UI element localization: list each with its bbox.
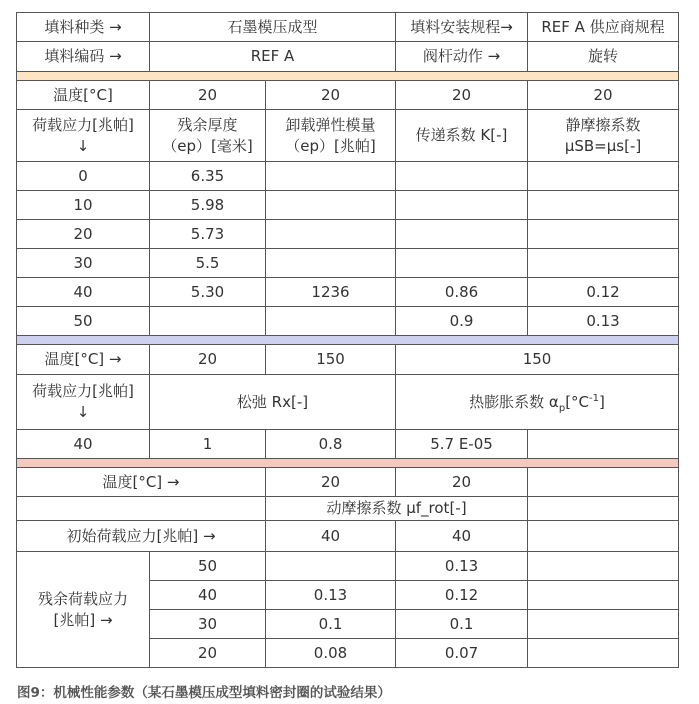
temp-label: 温度[°C] → (17, 468, 266, 497)
empty-cell (528, 639, 679, 668)
thickness-header-line2: （ep）[毫米] (162, 136, 253, 155)
separator-cell (17, 336, 679, 345)
separator-pink (17, 459, 679, 468)
friction-cell: 0.1 (396, 610, 528, 639)
empty-cell (528, 497, 679, 521)
figure-caption: 图9：机械性能参数（某石墨模压成型填料密封圈的试验结果） (17, 685, 391, 701)
modulus-cell (266, 220, 396, 249)
temp-label: 温度[°C] (17, 81, 150, 110)
table-row (17, 191, 679, 220)
residual-label-line1: 残余荷载应力 (37, 589, 128, 608)
dynamic-friction-header: 动摩擦系数 μf_rot[-] (266, 497, 528, 521)
expansion-header (396, 375, 679, 430)
mu-header (528, 110, 679, 162)
modulus-cell (266, 307, 396, 336)
table-row (17, 307, 679, 336)
friction-cell: 0.12 (396, 581, 528, 610)
header-cell: 旋转 (528, 42, 679, 72)
friction-cell: 0.1 (266, 610, 396, 639)
mu-header-line1: 静摩擦系数 (565, 115, 641, 134)
modulus-header-line1: 卸载弹性模量 (285, 115, 376, 134)
header-cell: 填料编码 → (17, 42, 150, 72)
mu-cell (528, 162, 679, 191)
k-header: 传递系数 K[-] (396, 110, 528, 162)
s1-temp-row (17, 81, 679, 110)
temp-value: 20 (266, 468, 396, 497)
thickness-header-line1: 残余厚度 (177, 115, 238, 134)
empty-cell (17, 497, 266, 521)
header-cell: 阀杆动作 → (396, 42, 528, 72)
load-header-text: 荷载应力[兆帕] (32, 115, 134, 134)
initial-load-value: 40 (266, 521, 396, 552)
empty-cell (528, 610, 679, 639)
mu-header-line2: μSB=μs[-] (564, 136, 642, 155)
temp-value: 20 (528, 81, 679, 110)
mu-cell (528, 191, 679, 220)
table-row (17, 430, 679, 459)
friction-cell: 0.13 (266, 581, 396, 610)
mu-cell (528, 220, 679, 249)
mechanical-parameters-table (16, 12, 679, 668)
separator-orange (17, 72, 679, 81)
temp-label: 温度[°C] → (17, 345, 150, 375)
relaxation-cell: 1 (150, 430, 266, 459)
thickness-header (150, 110, 266, 162)
header-cell: 填料种类 → (17, 13, 150, 42)
table-row (17, 220, 679, 249)
k-cell (396, 249, 528, 278)
friction-cell: 0.08 (266, 639, 396, 668)
load-cell: 50 (150, 552, 266, 581)
temp-value: 150 (396, 345, 679, 375)
load-header-text: 荷载应力[兆帕] (32, 382, 134, 400)
load-cell: 30 (150, 610, 266, 639)
temp-value: 20 (396, 468, 528, 497)
initial-load-value: 40 (396, 521, 528, 552)
expansion-cell-empty (528, 430, 679, 459)
thickness-cell (150, 307, 266, 336)
expansion-unit: [°C (565, 392, 590, 411)
modulus-header-line2: （ep）[兆帕] (285, 136, 376, 155)
empty-cell (528, 468, 679, 497)
header-cell: REF A 供应商规程 (528, 13, 679, 42)
k-cell: 0.9 (396, 307, 528, 336)
expansion-unit-close: ] (599, 392, 605, 411)
s3-temp-row (17, 468, 679, 497)
modulus-cell (266, 191, 396, 220)
empty-cell (528, 581, 679, 610)
initial-load-label: 初始荷载应力[兆帕] → (17, 521, 266, 552)
thickness-cell: 5.30 (150, 278, 266, 307)
k-cell (396, 191, 528, 220)
mu-cell (528, 249, 679, 278)
load-cell: 20 (17, 220, 150, 249)
relaxation-header: 松弛 Rx[-] (150, 375, 396, 430)
expansion-superscript: -1 (589, 392, 599, 404)
temp-value: 20 (150, 345, 266, 375)
s3-initial-row (17, 521, 679, 552)
table-row (17, 552, 679, 581)
thickness-cell: 6.35 (150, 162, 266, 191)
header-row-1 (17, 13, 679, 42)
table-row (17, 278, 679, 307)
thickness-cell: 5.5 (150, 249, 266, 278)
down-arrow: ↓ (76, 136, 90, 155)
header-row-2 (17, 42, 679, 72)
separator-cell (17, 72, 679, 81)
load-cell: 30 (17, 249, 150, 278)
thickness-cell: 5.98 (150, 191, 266, 220)
load-cell: 20 (150, 639, 266, 668)
modulus-cell: 1236 (266, 278, 396, 307)
s1-column-header-row (17, 110, 679, 162)
temp-value: 20 (396, 81, 528, 110)
friction-cell: 0.13 (396, 552, 528, 581)
load-header (17, 110, 150, 162)
modulus-cell (266, 162, 396, 191)
residual-label-line2: [兆帕] → (53, 610, 113, 629)
friction-cell (266, 552, 396, 581)
header-cell: 填料安装规程→ (396, 13, 528, 42)
modulus-cell (266, 249, 396, 278)
k-cell (396, 162, 528, 191)
header-cell: 石墨模压成型 (150, 13, 396, 42)
mu-cell: 0.12 (528, 278, 679, 307)
expansion-subscript: p (558, 402, 566, 414)
separator-blue (17, 336, 679, 345)
load-header (17, 375, 150, 430)
load-cell: 50 (17, 307, 150, 336)
down-arrow: ↓ (76, 403, 90, 421)
header-cell: REF A (150, 42, 396, 72)
k-cell (396, 220, 528, 249)
load-cell: 10 (17, 191, 150, 220)
load-cell: 40 (17, 430, 150, 459)
temp-value: 20 (150, 81, 266, 110)
s2-temp-row (17, 345, 679, 375)
thickness-cell: 5.73 (150, 220, 266, 249)
s3-dyn-header-row (17, 497, 679, 521)
friction-cell: 0.07 (396, 639, 528, 668)
load-cell: 40 (17, 278, 150, 307)
temp-value: 20 (266, 81, 396, 110)
modulus-header (266, 110, 396, 162)
load-cell: 0 (17, 162, 150, 191)
s2-column-header-row (17, 375, 679, 430)
expansion-cell: 5.7 E-05 (396, 430, 528, 459)
separator-cell (17, 459, 679, 468)
empty-cell (528, 552, 679, 581)
empty-cell (528, 521, 679, 552)
table-row (17, 249, 679, 278)
residual-load-label (17, 552, 150, 668)
k-cell: 0.86 (396, 278, 528, 307)
table-row (17, 162, 679, 191)
mu-cell: 0.13 (528, 307, 679, 336)
load-cell: 40 (150, 581, 266, 610)
relaxation-cell: 0.8 (266, 430, 396, 459)
temp-value: 150 (266, 345, 396, 375)
expansion-label: 热膨胀系数 α (469, 392, 559, 411)
